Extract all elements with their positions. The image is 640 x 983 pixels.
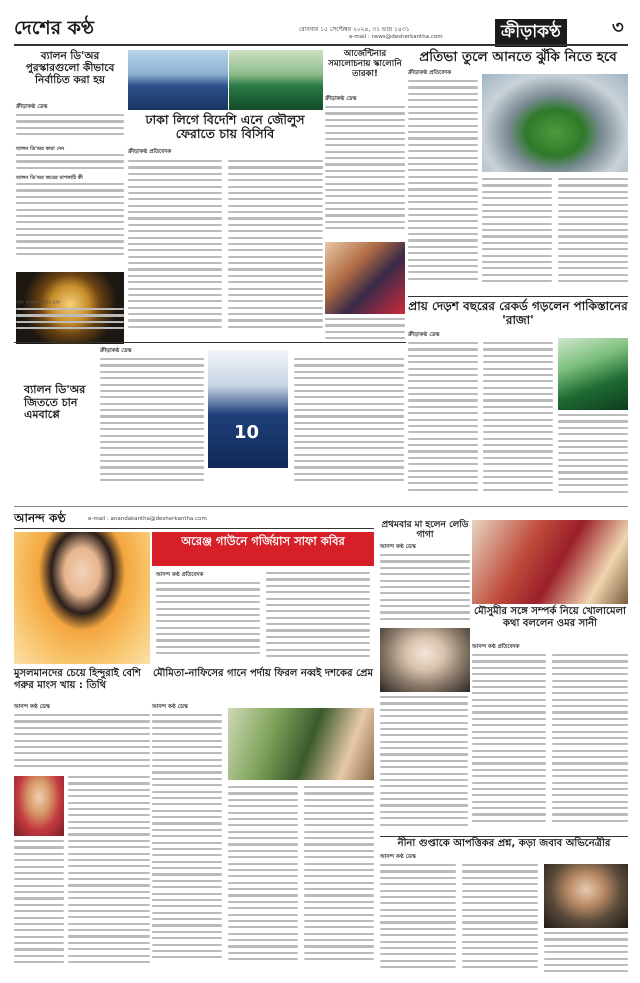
byline: ক্রীড়াকণ্ঠ প্রতিবেদক — [128, 149, 172, 155]
moumita-story — [152, 668, 374, 980]
section-name: ক্রীড়াকণ্ঠ — [495, 19, 567, 47]
byline: ক্রীড়াকণ্ঠ ডেস্ক — [16, 104, 48, 110]
mbappe-photo — [208, 350, 288, 468]
byline: আনন্দ কণ্ঠ প্রতিবেদক — [156, 572, 204, 578]
byline: ক্রীড়াকণ্ঠ ডেস্ক — [100, 348, 132, 354]
omar-sani-byline: আনন্দ কণ্ঠ প্রতিবেদক — [472, 644, 520, 650]
byline: আনন্দ কণ্ঠ ডেস্ক — [380, 544, 416, 550]
headline: মৌমিতা-নাফিসের গানে পর্দায় ফিরল নব্বই দশকের প্রেম — [152, 668, 374, 679]
subhead: ব্যালন ডি'অর জয়ের মাপকাঠি কী — [16, 175, 83, 181]
byline: ক্রীড়াকণ্ঠ ডেস্ক — [325, 96, 357, 102]
talent-story — [408, 50, 628, 295]
byline: আনন্দ কণ্ঠ ডেস্ক — [380, 854, 416, 860]
masthead — [14, 18, 628, 44]
lady-gaga-story — [380, 520, 470, 692]
byline: ক্রীড়াকণ্ঠ প্রতিবেদক — [408, 70, 452, 76]
safa-kabir-photo — [14, 532, 150, 664]
headline: মৌসুমীর সঙ্গে সম্পর্ক নিয়ে খোলামেলা কথা বললেন ওমর সানী — [474, 606, 626, 629]
stadium-image — [482, 74, 628, 172]
headline: প্রথমবার মা হলেন লেডি গাগা — [381, 520, 469, 541]
team-photo — [229, 50, 323, 110]
section-name: আনন্দ কণ্ঠ — [14, 511, 66, 525]
headline: আর্জেন্টিনার সমালোচনায় স্কালোনি তারকা! — [328, 49, 402, 79]
caption: ছবি: ব্যালন ডি'অর ট্রফি — [16, 301, 61, 306]
byline: ক্রীড়াকণ্ঠ ডেস্ক — [408, 332, 440, 338]
byline: আনন্দ কণ্ঠ ডেস্ক — [14, 704, 50, 710]
date-line: রোববার ১৫ সেপ্টেম্বর ২০২৪, ৩১ ভাদ্র ১৪৩১ — [299, 26, 410, 33]
neena-story — [380, 838, 628, 980]
tithi-story — [14, 668, 150, 980]
headline: নীনা গুপ্তাকে আপত্তিকর প্রশ্ন, কড়া জবাব অভিনেত্রীর — [397, 838, 611, 849]
headline: প্রায় দেড়শ বছরের রেকর্ড গড়লেন পাকিস্তানের 'রাজা' — [408, 299, 628, 327]
jersey-number: 10 — [234, 422, 260, 443]
moumita-nafis-photo — [228, 708, 374, 780]
subhead: ব্যালন ডি'অর কারা দেন — [16, 146, 65, 152]
argentina-story — [325, 50, 405, 240]
pakistan-player-photo — [558, 338, 628, 410]
pakistan-story — [408, 300, 628, 510]
email-line: e-mail : anandakantha@desherkantha.com — [88, 516, 207, 522]
headline: প্রতিভা তুলে আনতে ঝুঁকি নিতে হবে — [419, 49, 617, 65]
page-number: ৩ — [612, 17, 624, 38]
lady-gaga-photo — [380, 628, 470, 692]
headline: মুসলমানদের চেয়ে হিন্দুরাই বেশি গরুর মাংস খায় : তিথি — [14, 668, 141, 691]
paper-name: দেশের কণ্ঠ — [14, 17, 95, 39]
headline: অরেঞ্জ গাউনে গর্জিয়াস সাফা কবির — [152, 532, 374, 566]
tithi-photo — [14, 776, 64, 836]
mbappe-story — [14, 346, 406, 496]
byline: আনন্দ কণ্ঠ ডেস্ক — [152, 704, 188, 710]
team-photo — [128, 50, 228, 110]
neena-gupta-photo — [544, 864, 628, 928]
headline: ব্যালন ডি'অর জিততে চান এমবাপ্পে — [24, 383, 86, 422]
safa-kabir-story — [152, 532, 374, 664]
email-line: e-mail : news@desherkantha.com — [349, 34, 443, 40]
wedding-photo — [472, 520, 628, 604]
argentina-player-photo — [325, 242, 405, 314]
headline: ঢাকা লিগে বিদেশি এনে জৌলুস ফেরাতে চায় বিসিবি — [145, 112, 305, 142]
headline: ব্যালন ডি'অর পুরস্কারগুলো কীভাবে নির্বাচিত করা হয় — [25, 50, 115, 87]
